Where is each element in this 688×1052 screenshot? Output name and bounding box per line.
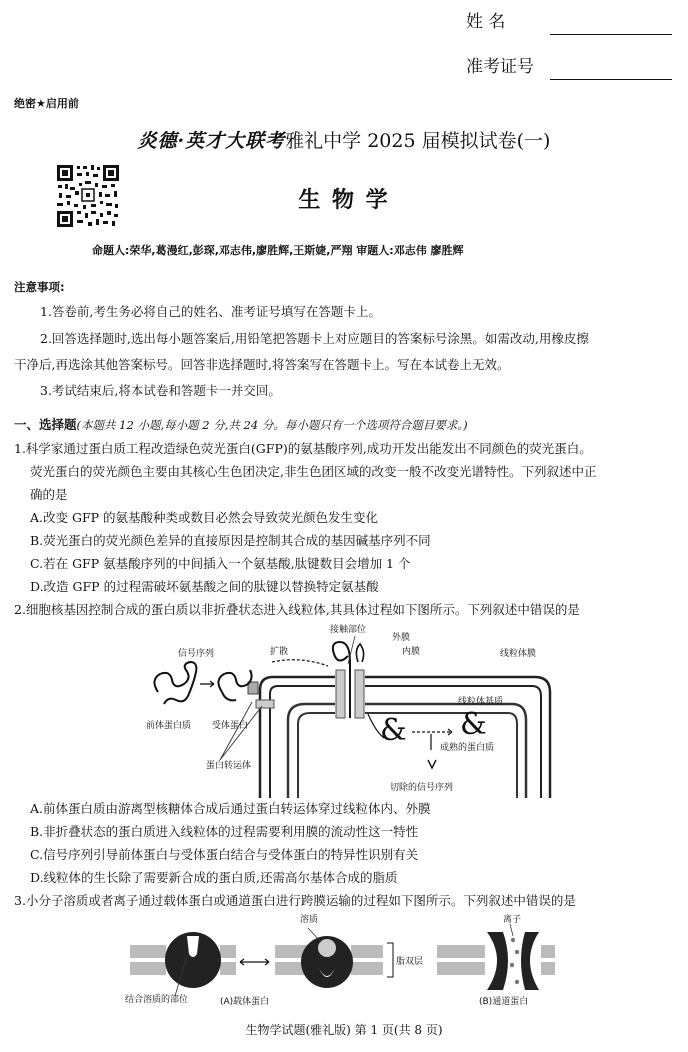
exam-title [0,128,688,154]
ion-dot-4 [515,980,519,984]
label-inner-membrane: 内膜 [402,647,421,657]
q2-option-d[interactable]: D.线粒体的生长除了需要新合成的蛋白质,还需高尔基体合成的脂质 [30,870,398,885]
transporter-outer [336,670,345,718]
transporter-inner [355,670,364,718]
label-matrix: 线粒体基质 [458,697,504,707]
ion-dot-2 [515,950,519,954]
bilayer-bracket [387,943,393,977]
exam-brand: 炎德·英才大联考 [137,130,286,152]
name-label: 姓 名 [466,12,506,32]
notice-item-2: 2.回答选择题时,选出每小题答案后,用铅笔把答题卡上对应题目的答案标号涂黑。如需改动,用橡皮擦 [40,331,589,346]
q3-stem: 3.小分子溶质或者离子通过载体蛋白或通道蛋白进行跨膜运输的过程如下图所示。下列叙述中错误的是 [14,893,576,908]
section-title: 一、选择题 [14,417,77,432]
q1-option-c[interactable]: C.若在 GFP 氨基酸序列的中间插入一个氨基酸,肽键数目会增加 1 个 [30,556,411,571]
q1-option-d[interactable]: D.改造 GFP 的过程需破坏氨基酸之间的肽键以替换特定氨基酸 [30,579,379,594]
label-channel: (B)通道蛋白 [479,997,529,1007]
label-outer-membrane: 外膜 [392,633,411,643]
label-mature-protein: 成熟的蛋白质 [440,743,495,753]
bound-protein-tail [222,692,236,700]
folding-protein-shape: & [380,713,407,748]
label-carrier: (A)载体蛋白 [220,997,270,1007]
q2-option-c[interactable]: C.信号序列引导前体蛋白与受体蛋白结合与受体蛋白的特异性识别有关 [30,847,419,862]
label-solute: 溶质 [300,915,319,925]
inner-membrane-left [288,704,335,798]
q1-option-b[interactable]: B.荧光蛋白的荧光颜色差异的直接原因是控制其合成的基因碱基序列不同 [30,533,431,548]
transport-figure [125,910,555,1015]
q2-stem: 2.细胞核基因控制合成的蛋白质以非折叠状态进入线粒体,其具体过程如下图所示。下列叙述中错误的是 [14,602,580,617]
inner-membrane-left-inner [298,713,335,798]
section-header [14,416,468,434]
label-cut-signal: 切除的信号序列 [390,783,454,793]
bound-protein-shape [218,670,251,692]
cut-signal-shape [428,760,436,768]
notice-item-1: 1.答卷前,考生务必将自己的姓名、准考证号填写在答题卡上。 [40,304,381,319]
ion-dot-1 [511,938,515,942]
label-diffusion: 扩散 [270,647,289,657]
channel-protein-left [487,932,508,990]
mitochondria-import-figure [140,622,600,798]
label-ion: 离子 [503,915,522,925]
q1-stem-line-2: 荧光蛋白的荧光颜色主要由其核心生色团决定,非生色团区域的改变一般不改变光谱特性。下列叙述中正 [30,464,597,479]
q2-option-b[interactable]: B.非折叠状态的蛋白质进入线粒体的过程需要利用膜的流动性这一特性 [30,824,419,839]
mature-protein-shape: & [460,707,487,742]
transporter-leaders [220,702,262,760]
label-receptor: 受体蛋白 [212,721,249,731]
receptor-loop [356,644,363,662]
label-mito-membrane: 线粒体膜 [500,649,537,659]
q1-stem-line-1: 1.科学家通过蛋白质工程改造绿色荧光蛋白(GFP)的氨基酸序列,成功开发出能发出不同颜色的荧光蛋白。 [14,441,592,456]
exam-id-label: 准考证号 [466,57,534,77]
ion-leader [510,924,513,936]
authors-line: 命题人:荣华,葛漫红,彭琛,邓志伟,廖胜辉,王斯婕,严翔 审题人:邓志伟 廖胜辉 [92,244,464,257]
notice-title: 注意事项: [14,280,65,294]
channel-protein-right [521,932,539,990]
label-binding-site: 结合溶质的部位 [125,995,189,1005]
notice-item-2-cont: 干净后,再选涂其他答案标号。回答非选择题时,将答案写在答题卡上。写在本试卷上无效。 [14,357,510,372]
notice-item-3: 3.考试结束后,将本试卷和答题卡一并交回。 [40,383,281,398]
page-footer: 生物学试题(雅礼版) 第 1 页(共 8 页) [245,1023,443,1037]
precursor-protein-shape [154,662,196,704]
confidential-mark: 绝密★启用前 [14,97,79,110]
label-precursor: 前体蛋白质 [146,721,192,731]
subject-title: 生 物 学 [298,187,390,213]
name-field[interactable] [550,12,672,35]
transporter-side [256,700,274,708]
section-desc: (本题共 12 小题,每小题 2 分,共 24 分。每小题只有一个选项符合题目要求。) [76,418,468,432]
q2-option-a[interactable]: A.前体蛋白质由游离型核糖体合成后通过蛋白转运体穿过线粒体内、外膜 [30,801,431,816]
diffusion-arrow [272,660,328,666]
label-bilayer: 脂双层 [396,957,424,967]
label-transporter: 蛋白转运体 [206,761,252,771]
label-contact-site: 接触部位 [330,625,367,635]
q1-option-a[interactable]: A.改变 GFP 的氨基酸种类或数目必然会导致荧光颜色发生变化 [30,510,379,525]
exam-title-rest: 雅礼中学 2025 届模拟试卷(一) [285,130,551,152]
label-signal-sequence: 信号序列 [178,649,215,659]
q1-stem-line-3: 确的是 [30,487,68,502]
exam-id-field[interactable] [550,57,672,80]
ion-dot-3 [510,963,514,967]
